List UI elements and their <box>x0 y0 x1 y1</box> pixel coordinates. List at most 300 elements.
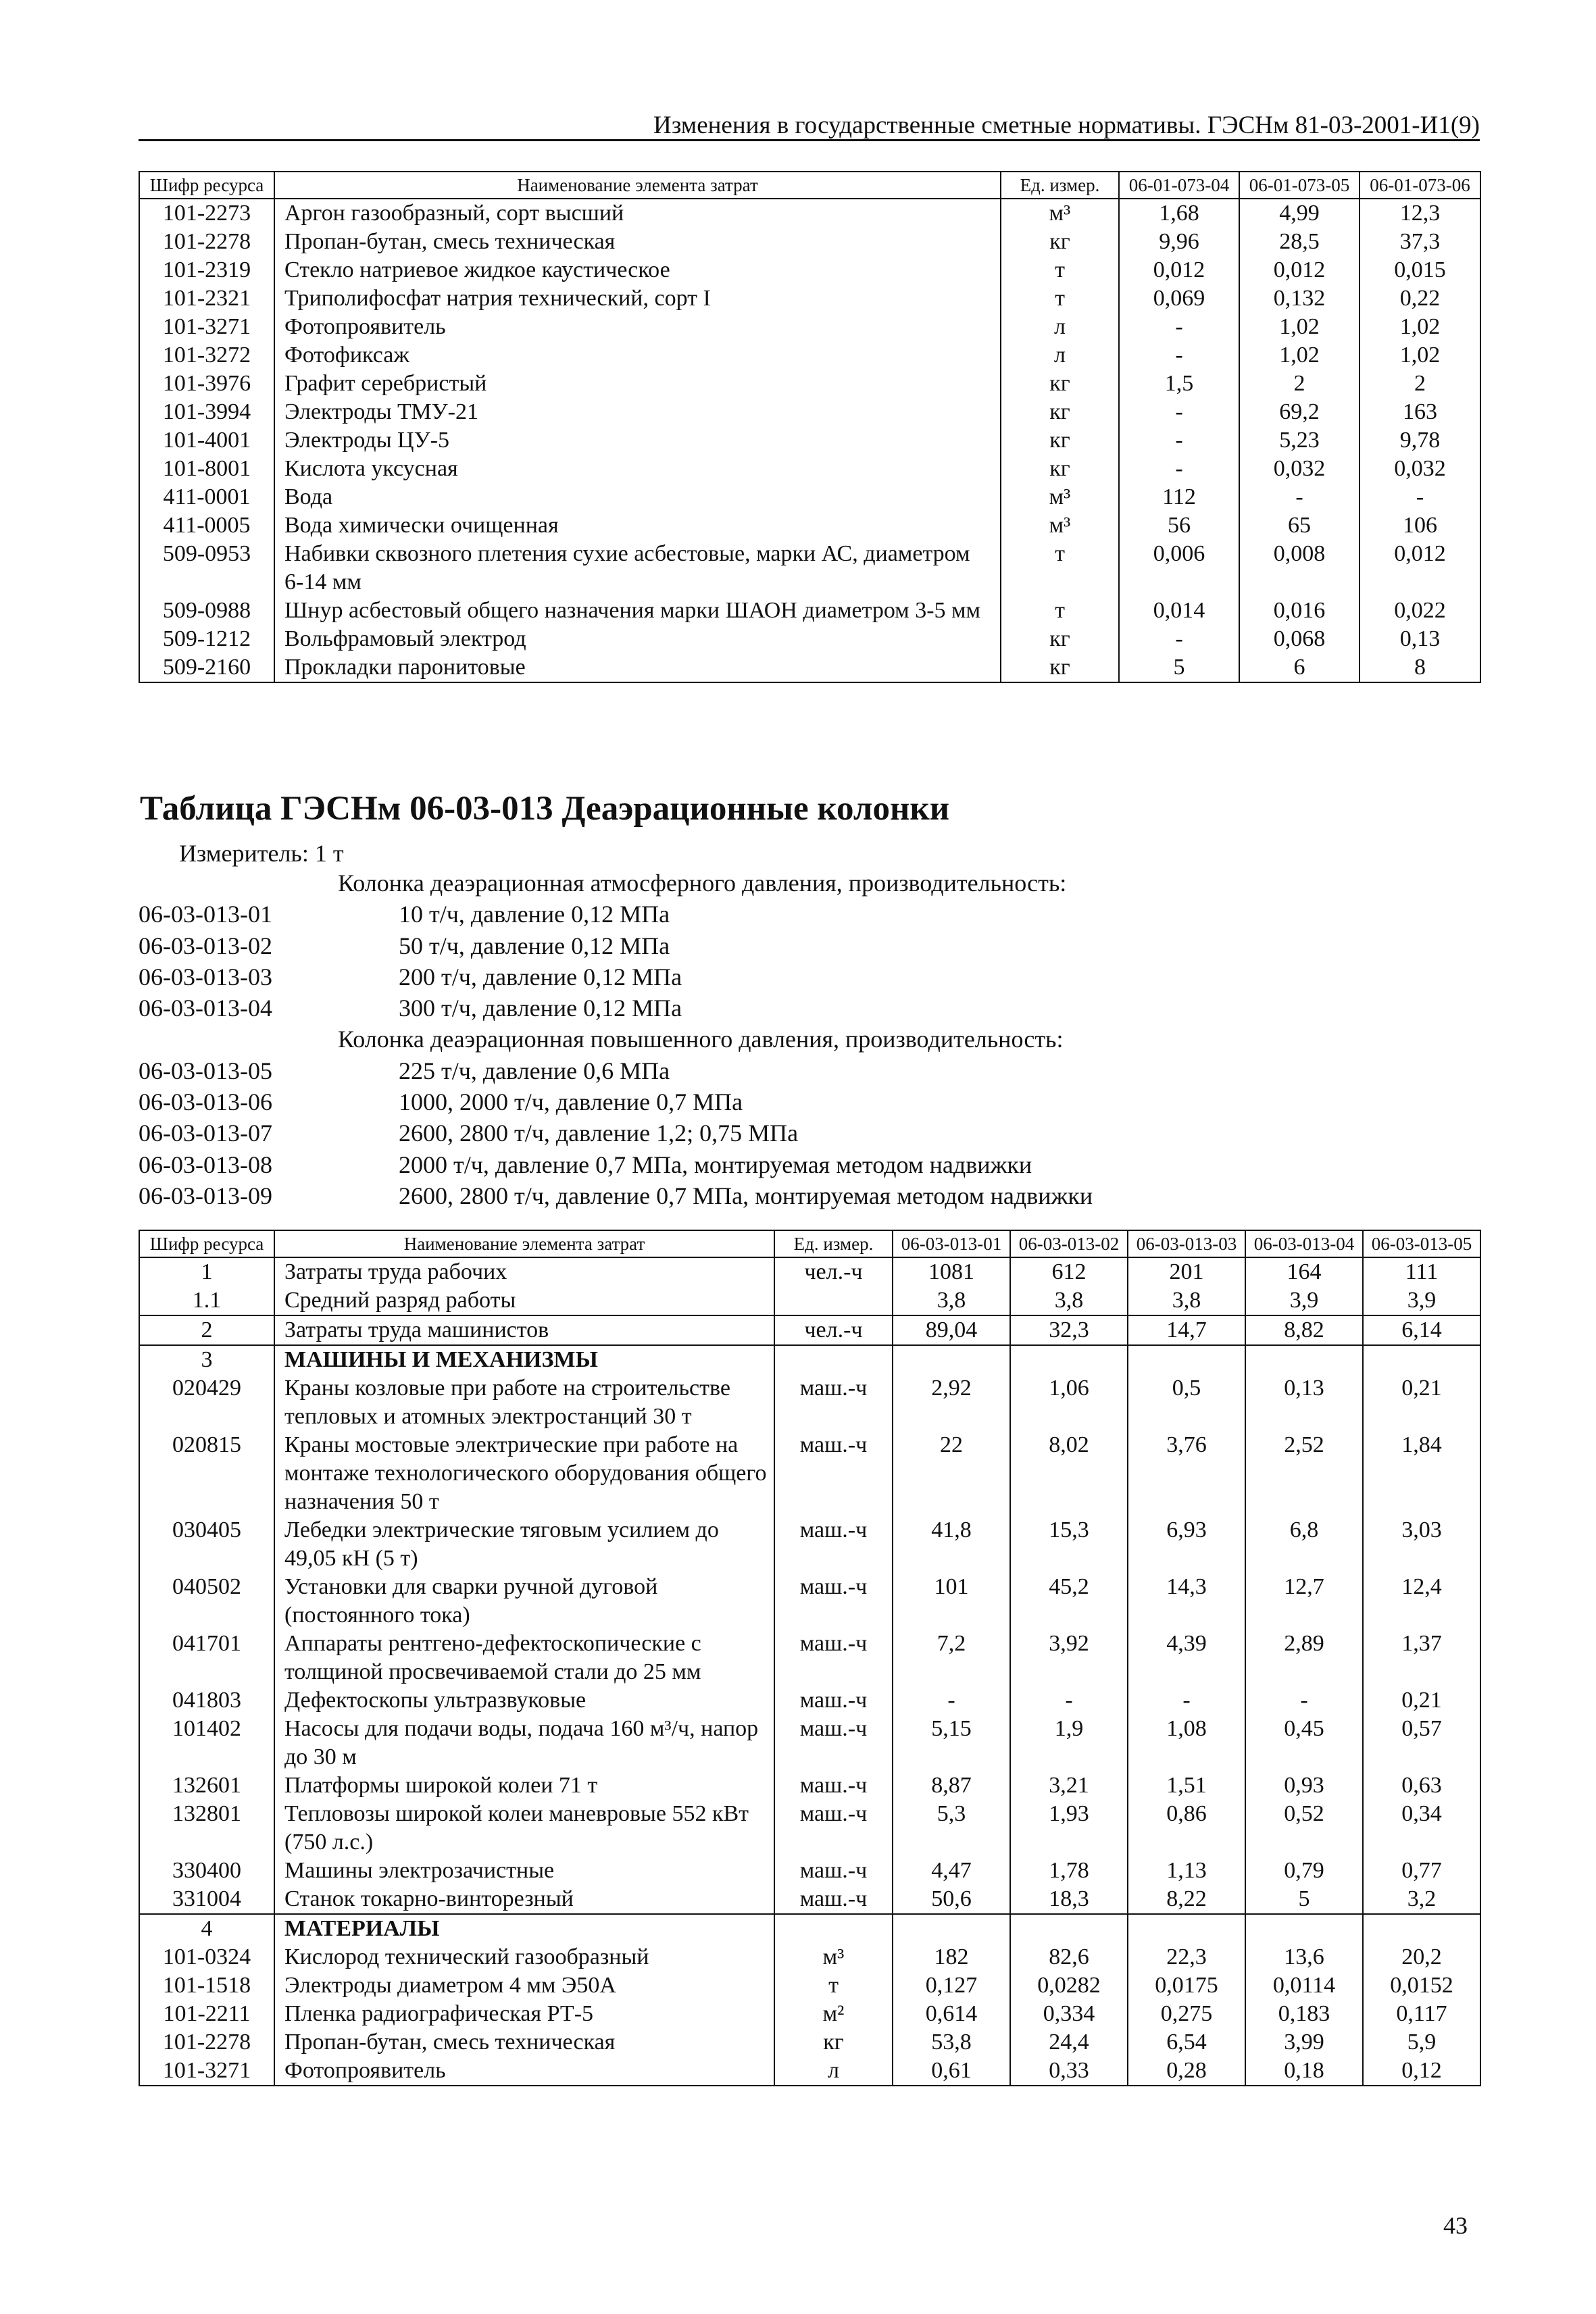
cell-value: 0,12 <box>1363 2057 1480 2086</box>
header-rule <box>139 139 1480 141</box>
cell-name: Фотопроявитель <box>274 313 1001 341</box>
cell-value: 4,39 <box>1128 1630 1245 1686</box>
table-row <box>139 1257 1480 1286</box>
cell-name: Насосы для подачи воды, подача 160 м³/ч, напор до 30 м <box>274 1715 774 1771</box>
header-col: 06-01-073-06 <box>1360 172 1480 199</box>
variant-code: 06-03-013-02 <box>139 932 272 959</box>
cell-unit: т <box>1001 256 1119 284</box>
table-row <box>139 455 1480 483</box>
cell-code: 1.1 <box>139 1286 274 1315</box>
cell-value: 0,032 <box>1360 455 1480 483</box>
cell-value: 0,127 <box>893 1971 1010 2000</box>
cell-value: 2,89 <box>1245 1630 1363 1686</box>
cell-name: Графит серебристый <box>274 370 1001 398</box>
cell-value: 1,37 <box>1363 1630 1480 1686</box>
header-col: 06-03-013-01 <box>893 1230 1010 1257</box>
table-section-row <box>139 1914 1480 1943</box>
cell-value: 0,015 <box>1360 256 1480 284</box>
cell-value: 89,04 <box>893 1315 1010 1345</box>
cell-code: 331004 <box>139 1885 274 1914</box>
cell-value: 37,3 <box>1360 228 1480 256</box>
cell-value: 1,13 <box>1128 1857 1245 1885</box>
cell-unit: кг <box>1001 398 1119 426</box>
cell-value: 0,132 <box>1239 284 1360 313</box>
table-row <box>139 483 1480 511</box>
cell-code: 020429 <box>139 1374 274 1431</box>
header-name: Наименование элемента затрат <box>274 172 1001 199</box>
cell-value: 41,8 <box>893 1516 1010 1573</box>
table-row <box>139 625 1480 653</box>
table-header-row <box>139 1230 1480 1257</box>
cell-code: 101-2273 <box>139 199 274 228</box>
cell-value: 0,34 <box>1363 1800 1480 1857</box>
list-item <box>139 1117 1480 1149</box>
header-col: 06-03-013-02 <box>1010 1230 1128 1257</box>
cell-value: 20,2 <box>1363 1943 1480 1971</box>
variant-text: 225 т/ч, давление 0,6 МПа <box>399 1057 670 1084</box>
cell-name: Краны козловые при работе на строительстве тепловых и атомных электростанций 30 т <box>274 1374 774 1431</box>
section-heading: МАТЕРИАЛЫ <box>274 1914 774 1943</box>
cell-value: 8,82 <box>1245 1315 1363 1345</box>
cell-code: 101-2278 <box>139 2028 274 2057</box>
cell-name: Машины электрозачистные <box>274 1857 774 1885</box>
cell-code: 1 <box>139 1257 274 1286</box>
header-col: 06-01-073-04 <box>1119 172 1239 199</box>
cell-code: 101-2321 <box>139 284 274 313</box>
cell-value: 8 <box>1360 653 1480 682</box>
cell-code: 101-3272 <box>139 341 274 370</box>
cell-value: 3,9 <box>1363 1286 1480 1315</box>
cell-unit: м³ <box>1001 483 1119 511</box>
table-row <box>139 1374 1480 1431</box>
list-item <box>139 930 1480 961</box>
variant-text: 10 т/ч, давление 0,12 МПа <box>399 901 670 928</box>
cell-value: 2,52 <box>1245 1431 1363 1516</box>
cell-value: - <box>1128 1686 1245 1715</box>
cell-value: 5,23 <box>1239 426 1360 455</box>
table-row <box>139 370 1480 398</box>
cell-code: 132801 <box>139 1800 274 1857</box>
cell-name: Стекло натриевое жидкое каустическое <box>274 256 1001 284</box>
cell-code: 101-2319 <box>139 256 274 284</box>
cell-value: 1,84 <box>1363 1431 1480 1516</box>
cell-value: 0,52 <box>1245 1800 1363 1857</box>
cell-code: 509-0953 <box>139 540 274 597</box>
cell-name: Прокладки паронитовые <box>274 653 1001 682</box>
section-heading: МАШИНЫ И МЕХАНИЗМЫ <box>274 1345 774 1374</box>
cell-value: 12,7 <box>1245 1573 1363 1630</box>
table-row <box>139 511 1480 540</box>
cell-value: 101 <box>893 1573 1010 1630</box>
variant-code: 06-03-013-01 <box>139 901 272 928</box>
cell-value: 3,92 <box>1010 1630 1128 1686</box>
cell-value: 0,275 <box>1128 2000 1245 2028</box>
cell-value: 5,9 <box>1363 2028 1480 2057</box>
cell-name: Пропан-бутан, смесь техническая <box>274 2028 774 2057</box>
cell-unit: чел.-ч <box>774 1257 893 1286</box>
cell-value: 6,8 <box>1245 1516 1363 1573</box>
variant-group-heading <box>139 867 1480 899</box>
cell-value: 0,21 <box>1363 1686 1480 1715</box>
header-col: 06-03-013-04 <box>1245 1230 1363 1257</box>
variant-code: 06-03-013-03 <box>139 963 272 990</box>
cell-name: Электроды ЦУ-5 <box>274 426 1001 455</box>
cell-value: - <box>1360 483 1480 511</box>
cell-value: 0,0175 <box>1128 1971 1245 2000</box>
cell-name: Вольфрамовый электрод <box>274 625 1001 653</box>
cell-unit: кг <box>774 2028 893 2057</box>
cell-value: - <box>1239 483 1360 511</box>
cell-value: 22 <box>893 1431 1010 1516</box>
table-row <box>139 228 1480 256</box>
cell-value: 3,8 <box>1010 1286 1128 1315</box>
cell-value: 0,006 <box>1119 540 1239 597</box>
cell-name: Пленка радиографическая РТ-5 <box>274 2000 774 2028</box>
table-row <box>139 1857 1480 1885</box>
variant-code: 06-03-013-05 <box>139 1057 272 1084</box>
table-row <box>139 2057 1480 2086</box>
table-row <box>139 341 1480 370</box>
cell-unit: м³ <box>1001 199 1119 228</box>
table-row <box>139 313 1480 341</box>
cell-value: 0,012 <box>1119 256 1239 284</box>
variant-code: 06-03-013-07 <box>139 1120 272 1147</box>
cell-value: - <box>1119 341 1239 370</box>
cell-value: 0,13 <box>1245 1374 1363 1431</box>
cell-unit: маш.-ч <box>774 1686 893 1715</box>
cell-value: 5 <box>1245 1885 1363 1914</box>
meter-line: Измеритель: 1 т <box>179 840 344 867</box>
cell-code: 040502 <box>139 1573 274 1630</box>
cell-unit <box>774 1345 893 1374</box>
cell-value: 1,02 <box>1239 313 1360 341</box>
cell-value: 1,68 <box>1119 199 1239 228</box>
cell-value: - <box>1119 313 1239 341</box>
cell-unit: т <box>1001 540 1119 597</box>
cell-code: 101-2278 <box>139 228 274 256</box>
cell-unit: л <box>774 2057 893 2086</box>
cell-code: 041803 <box>139 1686 274 1715</box>
table-row <box>139 1885 1480 1914</box>
cell-code: 041701 <box>139 1630 274 1686</box>
cell-name: Установки для сварки ручной дуговой (постоянного тока) <box>274 1573 774 1630</box>
cell-value: 182 <box>893 1943 1010 1971</box>
cell-value: 0,22 <box>1360 284 1480 313</box>
cell-name: Фотофиксаж <box>274 341 1001 370</box>
table-section-row <box>139 1345 1480 1374</box>
cell-value: 3,9 <box>1245 1286 1363 1315</box>
cell-value <box>1010 1345 1128 1374</box>
cell-value <box>1010 1914 1128 1943</box>
cell-value: 201 <box>1128 1257 1245 1286</box>
cell-value: 1,78 <box>1010 1857 1128 1885</box>
cell-value <box>893 1345 1010 1374</box>
table-row <box>139 2028 1480 2057</box>
cell-value: 0,008 <box>1239 540 1360 597</box>
cell-value: 69,2 <box>1239 398 1360 426</box>
cell-code: 101-3271 <box>139 313 274 341</box>
cell-unit: маш.-ч <box>774 1857 893 1885</box>
cell-value: 3,99 <box>1245 2028 1363 2057</box>
cell-value: 1,06 <box>1010 1374 1128 1431</box>
cell-value: 9,78 <box>1360 426 1480 455</box>
page-number: 43 <box>1443 2212 1468 2239</box>
cell-unit: маш.-ч <box>774 1516 893 1573</box>
cell-code: 101402 <box>139 1715 274 1771</box>
section-title: Таблица ГЭСНм 06-03-013 Деаэрационные колонки <box>140 790 950 828</box>
group-label: Колонка деаэрационная атмосферного давления, производительность: <box>338 870 1067 897</box>
variant-text: 2600, 2800 т/ч, давление 0,7 МПа, монтируемая методом надвижки <box>399 1182 1093 1209</box>
cell-value: 5 <box>1119 653 1239 682</box>
table-row <box>139 1800 1480 1857</box>
variant-code: 06-03-013-06 <box>139 1088 272 1116</box>
table-row <box>139 2000 1480 2028</box>
cell-code: 020815 <box>139 1431 274 1516</box>
cell-unit: маш.-ч <box>774 1771 893 1800</box>
cell-code: 411-0001 <box>139 483 274 511</box>
cell-unit: м³ <box>1001 511 1119 540</box>
list-item <box>139 1086 1480 1117</box>
header-unit: Ед. измер. <box>1001 172 1119 199</box>
table-row <box>139 256 1480 284</box>
variant-text: 2600, 2800 т/ч, давление 1,2; 0,75 МПа <box>399 1120 799 1147</box>
table-row <box>139 426 1480 455</box>
table-row <box>139 597 1480 625</box>
cell-code: 2 <box>139 1315 274 1345</box>
list-item <box>139 1180 1480 1211</box>
cell-value: 28,5 <box>1239 228 1360 256</box>
cell-value: 45,2 <box>1010 1573 1128 1630</box>
cell-code: 101-2211 <box>139 2000 274 2028</box>
header-name: Наименование элемента затрат <box>274 1230 774 1257</box>
cell-name: Шнур асбестовый общего назначения марки ШАОН диаметром 3-5 мм <box>274 597 1001 625</box>
cell-name: Аргон газообразный, сорт высший <box>274 199 1001 228</box>
variant-text: 2000 т/ч, давление 0,7 МПа, монтируемая методом надвижки <box>399 1151 1032 1178</box>
cell-unit: кг <box>1001 653 1119 682</box>
cell-unit: кг <box>1001 625 1119 653</box>
cell-value: 0,032 <box>1239 455 1360 483</box>
cell-unit: чел.-ч <box>774 1315 893 1345</box>
table-row <box>139 1943 1480 1971</box>
list-item <box>139 1055 1480 1086</box>
cell-unit: м² <box>774 2000 893 2028</box>
cell-unit <box>774 1286 893 1315</box>
cell-value: 1,93 <box>1010 1800 1128 1857</box>
cell-code: 101-3994 <box>139 398 274 426</box>
table-row <box>139 1431 1480 1516</box>
cell-name: Платформы широкой колеи 71 т <box>274 1771 774 1800</box>
cell-value: 0,012 <box>1360 540 1480 597</box>
cell-name: Затраты труда рабочих <box>274 1257 774 1286</box>
cell-value: 3,76 <box>1128 1431 1245 1516</box>
cell-value: 50,6 <box>893 1885 1010 1914</box>
cell-value: 82,6 <box>1010 1943 1128 1971</box>
cell-value: 2 <box>1360 370 1480 398</box>
cell-code: 3 <box>139 1345 274 1374</box>
cell-value: 3,03 <box>1363 1516 1480 1573</box>
cell-value: - <box>1245 1686 1363 1715</box>
table-row <box>139 1516 1480 1573</box>
cell-value: 111 <box>1363 1257 1480 1286</box>
cell-value: 4,47 <box>893 1857 1010 1885</box>
cell-unit: т <box>1001 597 1119 625</box>
cell-code: 509-1212 <box>139 625 274 653</box>
cell-value: 3,2 <box>1363 1885 1480 1914</box>
list-item <box>139 899 1480 930</box>
cell-value: 32,3 <box>1010 1315 1128 1345</box>
cell-unit <box>774 1914 893 1943</box>
cell-value: 0,5 <box>1128 1374 1245 1431</box>
cell-unit: маш.-ч <box>774 1630 893 1686</box>
table-row <box>139 1771 1480 1800</box>
cell-value: 0,068 <box>1239 625 1360 653</box>
cell-value: 6 <box>1239 653 1360 682</box>
variant-text: 200 т/ч, давление 0,12 МПа <box>399 963 682 990</box>
cell-value: - <box>1119 426 1239 455</box>
cell-value: 5,3 <box>893 1800 1010 1857</box>
cell-value: 1,51 <box>1128 1771 1245 1800</box>
cell-value: 8,02 <box>1010 1431 1128 1516</box>
variant-code: 06-03-013-04 <box>139 995 272 1022</box>
cell-value: 1,02 <box>1360 341 1480 370</box>
cell-code: 101-8001 <box>139 455 274 483</box>
group-label: Колонка деаэрационная повышенного давления, производительность: <box>338 1026 1064 1053</box>
cell-value: 53,8 <box>893 2028 1010 2057</box>
header-code: Шифр ресурса <box>139 1230 274 1257</box>
table-row <box>139 1573 1480 1630</box>
cell-value: 0,614 <box>893 2000 1010 2028</box>
cell-value: 612 <box>1010 1257 1128 1286</box>
cell-value: 1,5 <box>1119 370 1239 398</box>
resource-table-06-01-073 <box>139 171 1481 683</box>
cell-value: 14,3 <box>1128 1573 1245 1630</box>
cell-value: 2,92 <box>893 1374 1010 1431</box>
cell-unit: маш.-ч <box>774 1715 893 1771</box>
cell-value: 12,4 <box>1363 1573 1480 1630</box>
cell-value <box>893 1914 1010 1943</box>
cell-value: 106 <box>1360 511 1480 540</box>
header-unit: Ед. измер. <box>774 1230 893 1257</box>
cell-name: Тепловозы широкой колеи маневровые 552 кВт (750 л.с.) <box>274 1800 774 1857</box>
variant-code: 06-03-013-08 <box>139 1151 272 1178</box>
table-row <box>139 1715 1480 1771</box>
cell-value: 0,86 <box>1128 1800 1245 1857</box>
cell-name: Дефектоскопы ультразвуковые <box>274 1686 774 1715</box>
cell-value: 112 <box>1119 483 1239 511</box>
cell-value: 0,77 <box>1363 1857 1480 1885</box>
cell-code: 101-3976 <box>139 370 274 398</box>
cell-value: - <box>893 1686 1010 1715</box>
cell-value: - <box>1119 455 1239 483</box>
cell-value <box>1128 1914 1245 1943</box>
cell-value: 0,016 <box>1239 597 1360 625</box>
cell-name: Фотопроявитель <box>274 2057 774 2086</box>
table-row <box>139 284 1480 313</box>
cell-value: 1081 <box>893 1257 1010 1286</box>
cell-code: 411-0005 <box>139 511 274 540</box>
cell-name: Затраты труда машинистов <box>274 1315 774 1345</box>
cell-name: Кислород технический газообразный <box>274 1943 774 1971</box>
cell-value: 14,7 <box>1128 1315 1245 1345</box>
cell-value: 22,3 <box>1128 1943 1245 1971</box>
header-code: Шифр ресурса <box>139 172 274 199</box>
table-row <box>139 1286 1480 1315</box>
cell-value: 8,87 <box>893 1771 1010 1800</box>
cell-value <box>1245 1914 1363 1943</box>
cell-value: 15,3 <box>1010 1516 1128 1573</box>
cell-value: 0,18 <box>1245 2057 1363 2086</box>
cell-name: Электроды диаметром 4 мм Э50А <box>274 1971 774 2000</box>
cell-value: 3,8 <box>893 1286 1010 1315</box>
cell-value: 18,3 <box>1010 1885 1128 1914</box>
list-item <box>139 1149 1480 1180</box>
cell-name: Кислота уксусная <box>274 455 1001 483</box>
cell-unit: маш.-ч <box>774 1431 893 1516</box>
cell-value: 0,28 <box>1128 2057 1245 2086</box>
cell-value: 0,014 <box>1119 597 1239 625</box>
cell-code: 101-3271 <box>139 2057 274 2086</box>
header-col: 06-03-013-05 <box>1363 1230 1480 1257</box>
running-header: Изменения в государственные сметные нормативы. ГЭСНм 81-03-2001-И1(9) <box>653 111 1480 139</box>
cell-value: 6,93 <box>1128 1516 1245 1573</box>
cell-value: 0,93 <box>1245 1771 1363 1800</box>
cell-code: 101-1518 <box>139 1971 274 2000</box>
list-item <box>139 992 1480 1024</box>
cell-value: 164 <box>1245 1257 1363 1286</box>
cell-value: 8,22 <box>1128 1885 1245 1914</box>
table-row <box>139 1971 1480 2000</box>
cell-code: 101-4001 <box>139 426 274 455</box>
cell-value: - <box>1010 1686 1128 1715</box>
cell-value: 4,99 <box>1239 199 1360 228</box>
cell-unit: кг <box>1001 455 1119 483</box>
cell-value: 0,33 <box>1010 2057 1128 2086</box>
cell-unit: кг <box>1001 370 1119 398</box>
cell-unit: т <box>774 1971 893 2000</box>
cell-unit: маш.-ч <box>774 1573 893 1630</box>
cell-value: 1,9 <box>1010 1715 1128 1771</box>
cell-code: 132601 <box>139 1771 274 1800</box>
cell-value: 0,012 <box>1239 256 1360 284</box>
cell-code: 101-0324 <box>139 1943 274 1971</box>
table-row <box>139 1686 1480 1715</box>
cell-value: 12,3 <box>1360 199 1480 228</box>
cell-value: 6,14 <box>1363 1315 1480 1345</box>
table-row <box>139 199 1480 228</box>
cell-unit: кг <box>1001 426 1119 455</box>
cell-value: 0,21 <box>1363 1374 1480 1431</box>
cell-value: 0,0282 <box>1010 1971 1128 2000</box>
cell-value: 0,334 <box>1010 2000 1128 2028</box>
cell-unit: л <box>1001 313 1119 341</box>
cell-name: Аппараты рентгено-дефектоскопические с толщиной просвечиваемой стали до 25 мм <box>274 1630 774 1686</box>
cell-value: 0,57 <box>1363 1715 1480 1771</box>
cell-value: 0,022 <box>1360 597 1480 625</box>
cell-value: 0,13 <box>1360 625 1480 653</box>
cell-code: 509-0988 <box>139 597 274 625</box>
variant-text: 1000, 2000 т/ч, давление 0,7 МПа <box>399 1088 743 1116</box>
cell-value <box>1363 1914 1480 1943</box>
cell-unit: маш.-ч <box>774 1374 893 1431</box>
variant-text: 300 т/ч, давление 0,12 МПа <box>399 995 682 1022</box>
cell-value: 0,117 <box>1363 2000 1480 2028</box>
cell-value: 0,61 <box>893 2057 1010 2086</box>
cell-name: Лебедки электрические тяговым усилием до 49,05 кН (5 т) <box>274 1516 774 1573</box>
cell-unit: маш.-ч <box>774 1885 893 1914</box>
header-col: 06-03-013-03 <box>1128 1230 1245 1257</box>
cell-code: 509-2160 <box>139 653 274 682</box>
cell-value: 3,8 <box>1128 1286 1245 1315</box>
